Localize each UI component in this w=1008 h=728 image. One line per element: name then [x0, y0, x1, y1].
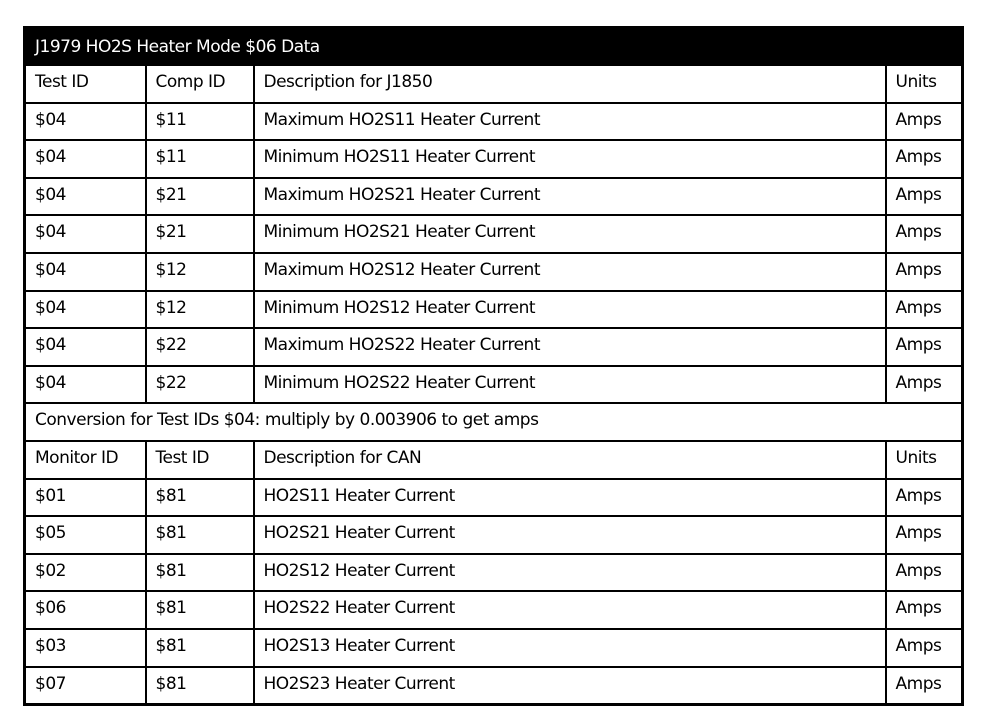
- description-cell: HO2S13 Heater Current: [254, 629, 886, 667]
- table-row: [25, 554, 963, 592]
- column-header: Units: [886, 441, 963, 479]
- column-header: Test ID: [146, 441, 254, 479]
- units-cell: Amps: [886, 328, 963, 366]
- monitor-id-cell: $03: [25, 629, 146, 667]
- description-cell: HO2S11 Heater Current: [254, 479, 886, 517]
- monitor-id-cell: $06: [25, 591, 146, 629]
- monitor-id-cell: $07: [25, 667, 146, 705]
- units-cell: Amps: [886, 629, 963, 667]
- table-row: [25, 667, 963, 705]
- table-row: [25, 479, 963, 517]
- units-cell: Amps: [886, 516, 963, 554]
- test-id-cell: $04: [25, 366, 146, 404]
- table-title: J1979 HO2S Heater Mode $06 Data: [25, 28, 963, 66]
- description-cell: HO2S21 Heater Current: [254, 516, 886, 554]
- test-id-cell: $81: [146, 667, 254, 705]
- table-row: [25, 366, 963, 404]
- description-cell: Minimum HO2S12 Heater Current: [254, 291, 886, 329]
- units-cell: Amps: [886, 479, 963, 517]
- table-row: [25, 328, 963, 366]
- comp-id-cell: $21: [146, 215, 254, 253]
- test-id-cell: $81: [146, 591, 254, 629]
- units-cell: Amps: [886, 667, 963, 705]
- test-id-cell: $04: [25, 328, 146, 366]
- table-row: [25, 253, 963, 291]
- units-cell: Amps: [886, 253, 963, 291]
- conversion-note: Conversion for Test IDs $04: multiply by 0.003906 to get amps: [25, 403, 963, 441]
- test-id-cell: $04: [25, 215, 146, 253]
- table-row: [25, 516, 963, 554]
- can-header-row: [25, 441, 963, 479]
- test-id-cell: $04: [25, 178, 146, 216]
- description-cell: Maximum HO2S21 Heater Current: [254, 178, 886, 216]
- monitor-id-cell: $05: [25, 516, 146, 554]
- test-id-cell: $04: [25, 140, 146, 178]
- table-row: [25, 629, 963, 667]
- units-cell: Amps: [886, 178, 963, 216]
- test-id-cell: $04: [25, 291, 146, 329]
- description-cell: Maximum HO2S11 Heater Current: [254, 103, 886, 141]
- comp-id-cell: $11: [146, 103, 254, 141]
- table-row: [25, 291, 963, 329]
- column-header: Description for J1850: [254, 65, 886, 103]
- column-header: Test ID: [25, 65, 146, 103]
- table-row: [25, 178, 963, 216]
- comp-id-cell: $21: [146, 178, 254, 216]
- test-id-cell: $04: [25, 103, 146, 141]
- units-cell: Amps: [886, 140, 963, 178]
- monitor-id-cell: $01: [25, 479, 146, 517]
- description-cell: Maximum HO2S12 Heater Current: [254, 253, 886, 291]
- units-cell: Amps: [886, 366, 963, 404]
- monitor-id-cell: $02: [25, 554, 146, 592]
- comp-id-cell: $12: [146, 253, 254, 291]
- table-row: [25, 591, 963, 629]
- description-cell: HO2S23 Heater Current: [254, 667, 886, 705]
- comp-id-cell: $11: [146, 140, 254, 178]
- description-cell: Minimum HO2S22 Heater Current: [254, 366, 886, 404]
- description-cell: Minimum HO2S21 Heater Current: [254, 215, 886, 253]
- table-row: [25, 140, 963, 178]
- table-row: [25, 215, 963, 253]
- column-header: Monitor ID: [25, 441, 146, 479]
- column-header: Units: [886, 65, 963, 103]
- units-cell: Amps: [886, 591, 963, 629]
- units-cell: Amps: [886, 554, 963, 592]
- test-id-cell: $81: [146, 516, 254, 554]
- test-id-cell: $81: [146, 554, 254, 592]
- test-id-cell: $81: [146, 479, 254, 517]
- units-cell: Amps: [886, 215, 963, 253]
- comp-id-cell: $12: [146, 291, 254, 329]
- comp-id-cell: $22: [146, 328, 254, 366]
- test-id-cell: $81: [146, 629, 254, 667]
- description-cell: Maximum HO2S22 Heater Current: [254, 328, 886, 366]
- conversion-note-row: [25, 403, 963, 441]
- description-cell: Minimum HO2S11 Heater Current: [254, 140, 886, 178]
- j1850-header-row: [25, 65, 963, 103]
- column-header: Description for CAN: [254, 441, 886, 479]
- description-cell: HO2S12 Heater Current: [254, 554, 886, 592]
- table-row: [25, 103, 963, 141]
- table-title-row: [25, 28, 963, 66]
- column-header: Comp ID: [146, 65, 254, 103]
- heater-mode-table: [23, 26, 964, 706]
- units-cell: Amps: [886, 291, 963, 329]
- units-cell: Amps: [886, 103, 963, 141]
- description-cell: HO2S22 Heater Current: [254, 591, 886, 629]
- test-id-cell: $04: [25, 253, 146, 291]
- comp-id-cell: $22: [146, 366, 254, 404]
